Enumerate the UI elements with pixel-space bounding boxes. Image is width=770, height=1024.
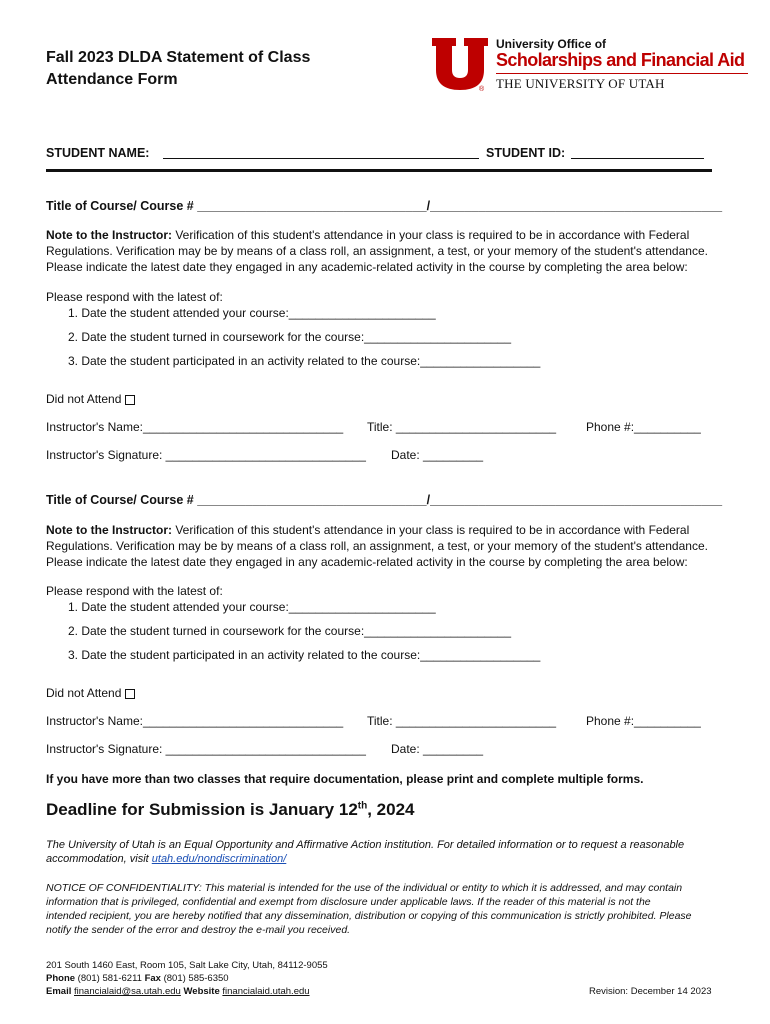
confidentiality-line1: NOTICE OF CONFIDENTIALITY: This material is intended for the use of the individual or entity to which it is addressed, and may contain: [46, 882, 683, 894]
did-not-attend-checkbox[interactable]: [125, 689, 135, 699]
equal-opportunity-line1: The University of Utah is an Equal Opportunity and Affirmative Action institution. For detailed information or to request a reasonable: [46, 839, 685, 851]
student-id-label: STUDENT ID:: [486, 146, 566, 160]
date-activity-field[interactable]: 3. Date the student participated in an activity related to the course:__________________: [68, 354, 541, 368]
student-name-field[interactable]: [163, 158, 479, 159]
instructor-note: Note to the Instructor: Verification of this student's attendance in your class is required to be in accordance with Federal Regulations. Verification may be by means of a class roll, an assignment, a test, or your memory of the student's attendance. Please indicate the latest date they engaged in any academic-related activity in the course by completing the area below:: [46, 228, 708, 274]
instructor-signature-field[interactable]: Instructor's Signature: ______________________________: [46, 448, 366, 462]
course-title-field[interactable]: _________________________________/__________________________________________: [197, 493, 723, 507]
course-title-label: Title of Course/ Course # _________________________________/__________________________________________: [46, 493, 723, 507]
deadline-heading: Deadline for Submission is January 12th, 2024: [46, 800, 415, 819]
instructor-title-field[interactable]: Title: ________________________: [367, 420, 557, 434]
multiple-forms-note: If you have more than two classes that require documentation, please print and complete multiple forms.: [46, 772, 644, 786]
instructor-phone-field[interactable]: Phone #:__________: [586, 714, 701, 728]
footer-phone-fax: Phone (801) 581-6211 Fax (801) 585-6350: [46, 973, 229, 984]
form-title-line1: Fall 2023 DLDA Statement of Class: [46, 49, 311, 66]
instructor-phone-field[interactable]: Phone #:__________: [586, 420, 701, 434]
footer-contact: Email financialaid@sa.utah.edu Website financialaid.utah.edu: [46, 986, 310, 997]
confidentiality-line4: notify the sender of the error and destroy the e-mail you received.: [46, 924, 351, 936]
confidentiality-line2: information that is privileged, confidential and exempt from disclosure under applicable laws. If the reader of this material is not the: [46, 896, 651, 908]
confidentiality-line3: intended recipient, you are hereby notified that any dissemination, distribution or copying of this communication is strictly prohibited. Please: [46, 910, 692, 922]
footer-address: 201 South 1460 East, Room 105, Salt Lake City, Utah, 84112-9055: [46, 960, 328, 971]
instructor-signature-field[interactable]: Instructor's Signature: ______________________________: [46, 742, 366, 756]
signature-date-field[interactable]: Date: _________: [391, 742, 484, 756]
date-attended-field[interactable]: 1. Date the student attended your course:______________________: [68, 600, 436, 614]
student-id-field[interactable]: [571, 158, 704, 159]
logo-office-line2: Scholarships and Financial Aid: [496, 50, 745, 70]
date-coursework-field[interactable]: 2. Date the student turned in coursework for the course:______________________: [68, 624, 511, 638]
respond-prompt: Please respond with the latest of:: [46, 290, 223, 304]
header-divider: [46, 169, 712, 172]
instructor-note: Note to the Instructor: Verification of this student's attendance in your class is required to be in accordance with Federal Regulations. Verification may be by means of a class roll, an assignment, a test, or your memory of the student's attendance. Please indicate the latest date they engaged in any academic-related activity in the course by completing the area below:: [46, 523, 708, 569]
form-title-line2: Attendance Form: [46, 71, 178, 88]
university-logo: [430, 36, 750, 96]
instructor-title-field[interactable]: Title: ________________________: [367, 714, 557, 728]
website-link[interactable]: financialaid.utah.edu: [222, 986, 310, 997]
registered-mark: ®: [479, 86, 485, 93]
revision-date: Revision: December 14 2023: [589, 986, 712, 997]
date-activity-field[interactable]: 3. Date the student participated in an activity related to the course:__________________: [68, 648, 541, 662]
nondiscrimination-link[interactable]: utah.edu/nondiscrimination/: [151, 853, 287, 865]
student-name-label: STUDENT NAME:: [46, 146, 150, 160]
course-title-label: Title of Course/ Course # _________________________________/__________________________________________: [46, 199, 723, 213]
instructor-name-field[interactable]: Instructor's Name:______________________________: [46, 420, 344, 434]
logo-university: THE UNIVERSITY OF UTAH: [496, 76, 665, 91]
did-not-attend-checkbox[interactable]: [125, 395, 135, 405]
instructor-name-field[interactable]: Instructor's Name:______________________________: [46, 714, 344, 728]
respond-prompt: Please respond with the latest of:: [46, 584, 223, 598]
email-link[interactable]: financialaid@sa.utah.edu: [74, 986, 181, 997]
logo-office-line1: University Office of: [496, 37, 607, 51]
equal-opportunity-line2: accommodation, visit utah.edu/nondiscrimination/: [46, 853, 287, 865]
course-title-field[interactable]: _________________________________/__________________________________________: [197, 199, 723, 213]
signature-date-field[interactable]: Date: _________: [391, 448, 484, 462]
did-not-attend: Did not Attend: [46, 685, 135, 701]
date-coursework-field[interactable]: 2. Date the student turned in coursework for the course:______________________: [68, 330, 511, 344]
did-not-attend: Did not Attend: [46, 391, 135, 407]
date-attended-field[interactable]: 1. Date the student attended your course:______________________: [68, 306, 436, 320]
